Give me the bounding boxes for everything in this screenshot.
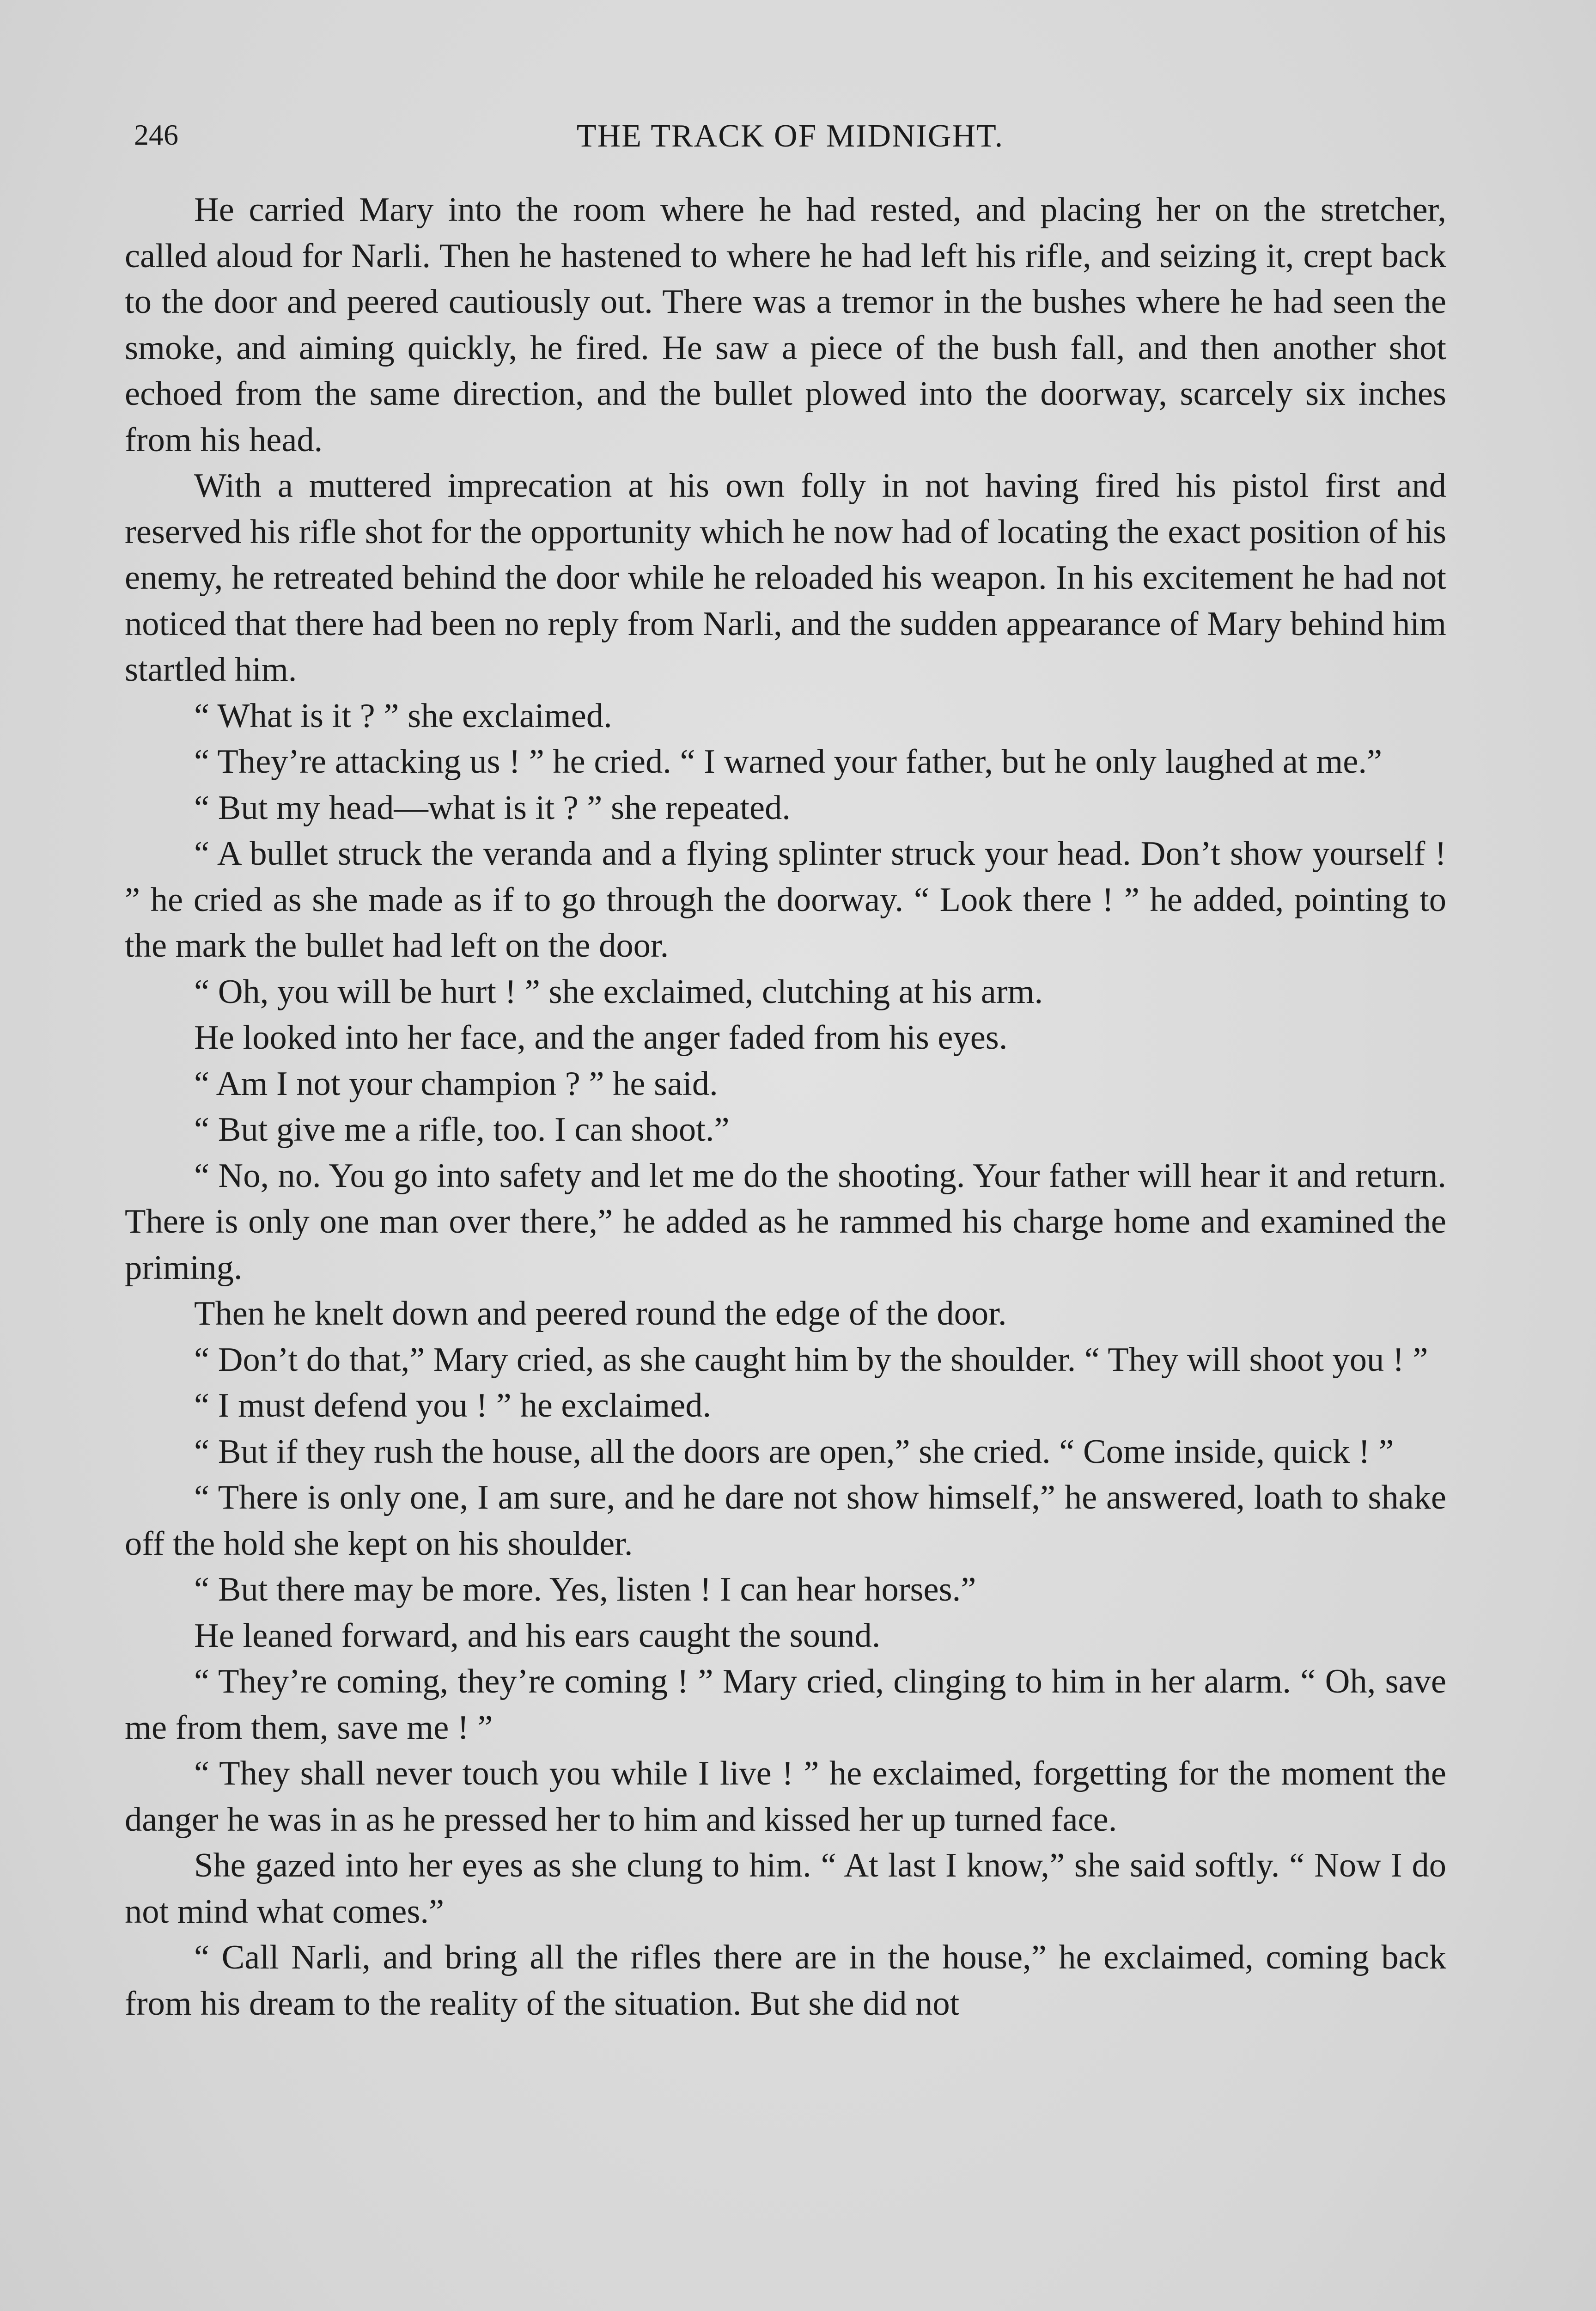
paragraph: He leaned forward, and his ears caught the sound. [194,1616,881,1655]
page-number: 246 [134,118,178,151]
page-header [134,118,1446,173]
paragraph: With a muttered imprecation at his own folly in not having fired his pistol first and reserved his rifle shot for the opportunity which he now had of locating the exact position of his enemy, he retreated behind the door while he reloaded his weapon. In his excitement he had not noticed that there had been no reply from Narli, and the sudden appearance of Mary behind him startled him. [125,467,1446,689]
paragraph: “ Don’t do that,” Mary cried, as she caught him by the shoulder. “ They will shoot you ! ” [194,1340,1428,1379]
paragraph: “ But if they rush the house, all the doors are open,” she cried. “ Come inside, quick ! ” [194,1432,1394,1471]
paragraph: “ Am I not your champion ? ” he said. [194,1064,718,1103]
paragraph: “ They shall never touch you while I live ! ” he exclaimed, forgetting for the moment the danger he was in as he pressed her to him and kissed her up turned face. [125,1755,1446,1839]
paragraph: He carried Mary into the room where he had rested, and placing her on the stretcher, called aloud for Narli. Then he hastened to where he had left his rifle, and seizing it, crept back to the door and peered cautiously out. There was a tremor in the bushes where he had seen the smoke, and aiming quickly, he fired. He saw a piece of the bush fall, and then another shot echoed from the same direction, and the bullet plowed into the doorway, scarcely six inches from his head. [125,191,1446,459]
paragraph: “ No, no. You go into safety and let me do the shooting. Your father will hear it and return. There is only one man over there,” he added as he rammed his charge home and examined the priming. [125,1156,1446,1287]
paragraph: “ What is it ? ” she exclaimed. [194,697,612,735]
running-head: THE TRACK OF MIDNIGHT. [576,118,1004,154]
paragraph: “ Oh, you will be hurt ! ” she exclaimed, clutching at his arm. [194,972,1043,1011]
paragraph: She gazed into her eyes as she clung to him. “ At last I know,” she said softly. “ Now I do not mind what comes.” [125,1846,1446,1931]
paragraph: “ I must defend you ! ” he exclaimed. [194,1387,712,1425]
paragraph: “ A bullet struck the veranda and a flying splinter struck your head. Don’t show yourself ! ” he cried as she made as if to go through the doorway. “ Look there ! ” he added, pointing to the mark the bullet had left on the door. [125,835,1446,965]
paragraph: “ Call Narli, and bring all the rifles there are in the house,” he exclaimed, coming back from his dream to the reality of the situation. But she did not [125,1938,1446,2023]
paragraph: “ But there may be more. Yes, listen ! I can hear horses.” [194,1571,976,1608]
paragraph: “ They’re attacking us ! ” he cried. “ I warned your father, but he only laughed at me.” [194,743,1383,781]
paragraph: Then he knelt down and peered round the edge of the door. [194,1295,1007,1333]
paragraph: He looked into her face, and the anger faded from his eyes. [194,1019,1008,1057]
paragraph: “ But give me a rifle, too. I can shoot.” [194,1111,730,1149]
paragraph: “ But my head—what is it ? ” she repeated. [194,789,791,827]
body-text [125,187,1446,2027]
paragraph: “ There is only one, I am sure, and he dare not show himself,” he answered, loath to shake off the hold she kept on his shoulder. [125,1479,1446,1563]
paragraph: “ They’re coming, they’re coming ! ” Mary cried, clinging to him in her alarm. “ Oh, save me from them, save me ! ” [125,1663,1446,1747]
